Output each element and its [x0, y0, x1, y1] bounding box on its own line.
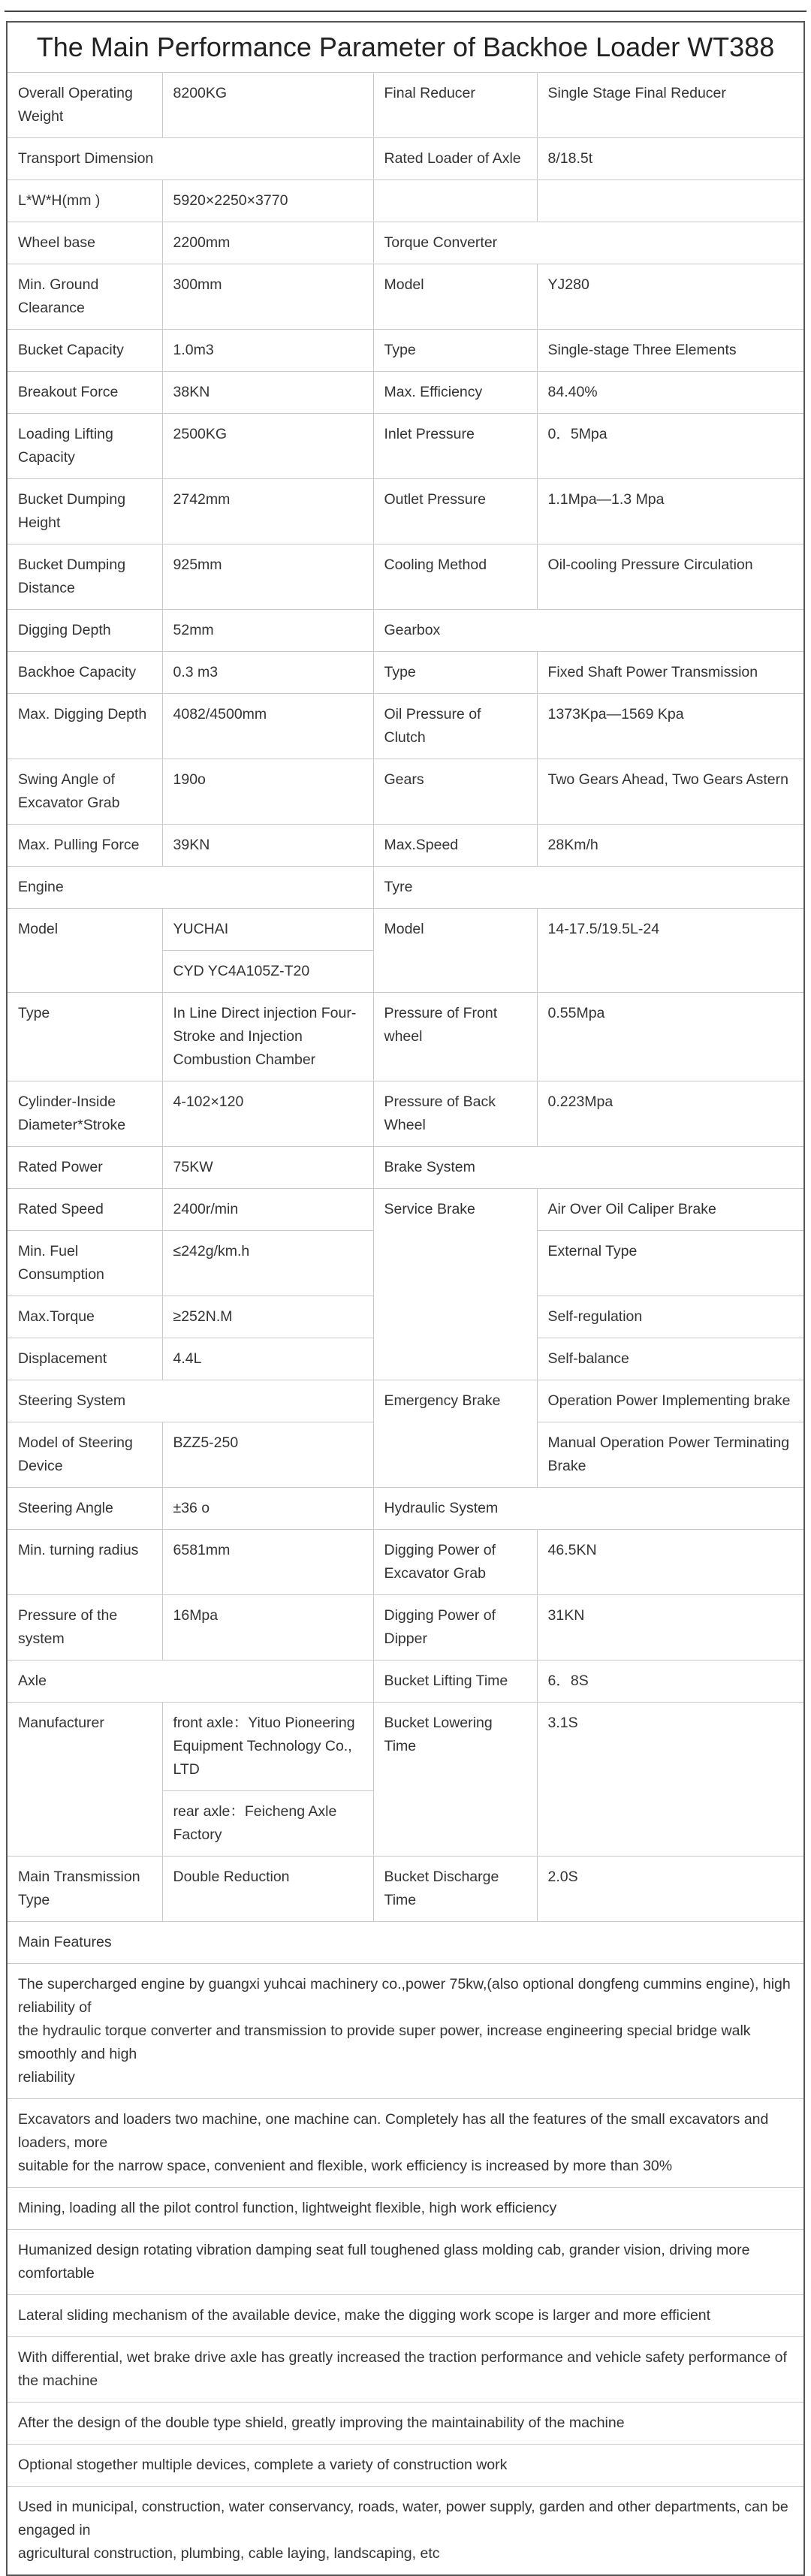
param-label: Backhoe Capacity [7, 652, 162, 694]
param-label: Inlet Pressure [373, 414, 537, 479]
feature-row [7, 2099, 804, 2188]
param-label: Max.Torque [7, 1296, 162, 1338]
param-label: Min. Fuel Consumption [7, 1231, 162, 1296]
feature-row [7, 2230, 804, 2295]
param-value: Air Over Oil Caliper Brake [537, 1189, 804, 1231]
section-heading: Hydraulic System [373, 1488, 804, 1530]
param-label: Max. Efficiency [373, 372, 537, 414]
param-label: Min. turning radius [7, 1530, 162, 1595]
param-value: 5920×2250×3770 [162, 180, 373, 222]
param-label: Type [373, 330, 537, 372]
top-spacer [0, 0, 811, 11]
param-value: 75KW [162, 1147, 373, 1189]
table-row [7, 180, 804, 222]
param-label: Rated Power [7, 1147, 162, 1189]
param-value: External Type [537, 1231, 804, 1296]
param-label: Pressure of Front wheel [373, 993, 537, 1081]
param-value: 31KN [537, 1595, 804, 1661]
param-label: Digging Power of Dipper [373, 1595, 537, 1661]
param-value: 3.1S [537, 1703, 804, 1857]
param-label: Steering Angle [7, 1488, 162, 1530]
param-label: Bucket Discharge Time [373, 1857, 537, 1922]
param-label: Loading Lifting Capacity [7, 414, 162, 479]
table-row [7, 1857, 804, 1922]
param-label: Bucket Dumping Height [7, 479, 162, 544]
table-row [7, 264, 804, 330]
param-value: 2500KG [162, 414, 373, 479]
feature-item: Excavators and loaders two machine, one machine can. Completely has all the features of the small excavators and loaders, more suitable for the narrow space, convenient and flexible, work efficiency is increased by more than 30% [7, 2099, 804, 2188]
empty-cell [537, 180, 804, 222]
param-value: 2742mm [162, 479, 373, 544]
param-label: Type [373, 652, 537, 694]
feature-item: Mining, loading all the pilot control function, lightweight flexible, high work efficiency [7, 2188, 804, 2230]
param-value: 8/18.5t [537, 138, 804, 180]
param-label: Overall Operating Weight [7, 73, 162, 138]
table-row [7, 867, 804, 909]
feature-row [7, 2188, 804, 2230]
table-row [7, 1661, 804, 1703]
param-label: Max.Speed [373, 825, 537, 867]
param-value: 1.1Mpa—1.3 Mpa [537, 479, 804, 544]
param-value: 300mm [162, 264, 373, 330]
param-value: 4.4L [162, 1338, 373, 1380]
param-label: Service Brake [373, 1189, 537, 1380]
param-label: Pressure of the system [7, 1595, 162, 1661]
table-row [7, 1595, 804, 1661]
spec-table [6, 21, 805, 2576]
table-row [7, 1488, 804, 1530]
param-value: In Line Direct injection Four-Stroke and Injection Combustion Chamber [162, 993, 373, 1081]
feature-row [7, 2337, 804, 2403]
param-label: Digging Depth [7, 610, 162, 652]
table-title: The Main Performance Parameter of Backhoe Loader WT388 [7, 22, 804, 73]
param-label: Pressure of Back Wheel [373, 1081, 537, 1147]
param-value: 38KN [162, 372, 373, 414]
feature-item: Humanized design rotating vibration damping seat full toughened glass molding cab, grander vision, driving more comfortable [7, 2230, 804, 2295]
param-value: 52mm [162, 610, 373, 652]
section-heading: Brake System [373, 1147, 804, 1189]
feature-row [7, 1964, 804, 2099]
section-heading: Tyre [373, 867, 804, 909]
param-value: 4082/4500mm [162, 694, 373, 759]
param-value: Fixed Shaft Power Transmission [537, 652, 804, 694]
param-value: 6581mm [162, 1530, 373, 1595]
table-row [7, 694, 804, 759]
param-value: 2400r/min [162, 1189, 373, 1231]
table-row [7, 330, 804, 372]
feature-item: Optional stogether multiple devices, complete a variety of construction work [7, 2445, 804, 2487]
feature-item: Used in municipal, construction, water conservancy, roads, water, power supply, garden and other departments, can be engaged in agricultural construction, plumbing, cable laying, landscaping, etc [7, 2487, 804, 2576]
section-heading: Torque Converter [373, 222, 804, 264]
table-row [7, 1380, 804, 1422]
param-label: Model [373, 909, 537, 993]
feature-row [7, 2487, 804, 2576]
table-row [7, 1147, 804, 1189]
param-value: 8200KG [162, 73, 373, 138]
param-value: YJ280 [537, 264, 804, 330]
param-value: 0．5Mpa [537, 414, 804, 479]
param-label: Cylinder-Inside Diameter*Stroke [7, 1081, 162, 1147]
table-row [7, 1922, 804, 1964]
param-value: Two Gears Ahead, Two Gears Astern [537, 759, 804, 825]
table-row [7, 1703, 804, 1791]
param-value: 2200mm [162, 222, 373, 264]
param-value: 46.5KN [537, 1530, 804, 1595]
table-row [7, 73, 804, 138]
table-row [7, 138, 804, 180]
table-row [7, 610, 804, 652]
feature-item: After the design of the double type shield, greatly improving the maintainability of the machine [7, 2403, 804, 2445]
param-label: Min. Ground Clearance [7, 264, 162, 330]
table-row [7, 414, 804, 479]
param-value: 2.0S [537, 1857, 804, 1922]
param-value: 1.0m3 [162, 330, 373, 372]
param-label: Breakout Force [7, 372, 162, 414]
param-label: Wheel base [7, 222, 162, 264]
table-row [7, 1081, 804, 1147]
feature-row [7, 2445, 804, 2487]
empty-cell [373, 180, 537, 222]
param-value: Single-stage Three Elements [537, 330, 804, 372]
param-value: 0.223Mpa [537, 1081, 804, 1147]
param-value: 16Mpa [162, 1595, 373, 1661]
param-value: 39KN [162, 825, 373, 867]
param-label: Cooling Method [373, 544, 537, 610]
param-label: Type [7, 993, 162, 1081]
table-row [7, 479, 804, 544]
feature-item: The supercharged engine by guangxi yuhcai machinery co.,power 75kw,(also optional dongfeng cummins engine), high reliability of the hydraulic torque converter and transmission to provide super power, increase engineering special bridge walk smoothly and high reliability [7, 1964, 804, 2099]
param-value: 14-17.5/19.5L-24 [537, 909, 804, 993]
param-value: 6．8S [537, 1661, 804, 1703]
param-value: 190o [162, 759, 373, 825]
param-value: rear axle：Feicheng Axle Factory [162, 1791, 373, 1857]
param-value: ≤242g/km.h [162, 1231, 373, 1296]
param-value: ≥252N.M [162, 1296, 373, 1338]
param-label: Bucket Lowering Time [373, 1703, 537, 1857]
section-heading: Axle [7, 1661, 373, 1703]
param-label: Model [7, 909, 162, 993]
param-label: Main Transmission Type [7, 1857, 162, 1922]
param-value: Self-balance [537, 1338, 804, 1380]
param-value: front axle：Yituo Pioneering Equipment Technology Co., LTD [162, 1703, 373, 1791]
section-heading: Engine [7, 867, 373, 909]
feature-row [7, 2403, 804, 2445]
param-label: Manufacturer [7, 1703, 162, 1857]
param-value: 0.55Mpa [537, 993, 804, 1081]
table-row [7, 222, 804, 264]
param-value: Single Stage Final Reducer [537, 73, 804, 138]
param-label: Bucket Lifting Time [373, 1661, 537, 1703]
param-label: Digging Power of Excavator Grab [373, 1530, 537, 1595]
param-value: 84.40% [537, 372, 804, 414]
param-value: Self-regulation [537, 1296, 804, 1338]
table-row [7, 825, 804, 867]
param-label: Model of Steering Device [7, 1422, 162, 1488]
section-heading: Steering System [7, 1380, 373, 1422]
spec-sheet [0, 12, 811, 2576]
param-label: Final Reducer [373, 73, 537, 138]
param-label: Gears [373, 759, 537, 825]
section-heading: Gearbox [373, 610, 804, 652]
param-value: Operation Power Implementing brake [537, 1380, 804, 1422]
param-label: Max. Pulling Force [7, 825, 162, 867]
param-label: Outlet Pressure [373, 479, 537, 544]
param-value: YUCHAI [162, 909, 373, 951]
param-value: 4-102×120 [162, 1081, 373, 1147]
table-row [7, 372, 804, 414]
table-row [7, 993, 804, 1081]
features-heading: Main Features [7, 1922, 804, 1964]
table-row [7, 652, 804, 694]
table-row [7, 1189, 804, 1231]
param-value: 0.3 m3 [162, 652, 373, 694]
param-label: Rated Speed [7, 1189, 162, 1231]
title-row [7, 22, 804, 73]
param-label: Model [373, 264, 537, 330]
param-label: Oil Pressure of Clutch [373, 694, 537, 759]
param-label: Bucket Dumping Distance [7, 544, 162, 610]
param-label: Rated Loader of Axle [373, 138, 537, 180]
table-row [7, 544, 804, 610]
feature-row [7, 2295, 804, 2337]
param-label: Swing Angle of Excavator Grab [7, 759, 162, 825]
param-label: Bucket Capacity [7, 330, 162, 372]
table-row [7, 909, 804, 951]
param-label: Displacement [7, 1338, 162, 1380]
param-label: L*W*H(mm ) [7, 180, 162, 222]
feature-item: Lateral sliding mechanism of the available device, make the digging work scope is larger and more efficient [7, 2295, 804, 2337]
param-value: 1373Kpa—1569 Kpa [537, 694, 804, 759]
param-label: Emergency Brake [373, 1380, 537, 1488]
param-value: Oil-cooling Pressure Circulation [537, 544, 804, 610]
section-heading: Transport Dimension [7, 138, 373, 180]
param-value: Double Reduction [162, 1857, 373, 1922]
table-row [7, 759, 804, 825]
param-value: BZZ5-250 [162, 1422, 373, 1488]
param-value: Manual Operation Power Terminating Brake [537, 1422, 804, 1488]
param-value: ±36 o [162, 1488, 373, 1530]
param-label: Max. Digging Depth [7, 694, 162, 759]
param-value: 28Km/h [537, 825, 804, 867]
table-row [7, 1530, 804, 1595]
param-value: CYD YC4A105Z-T20 [162, 951, 373, 993]
param-value: 925mm [162, 544, 373, 610]
feature-item: With differential, wet brake drive axle has greatly increased the traction performance and vehicle safety performance of the machine [7, 2337, 804, 2403]
